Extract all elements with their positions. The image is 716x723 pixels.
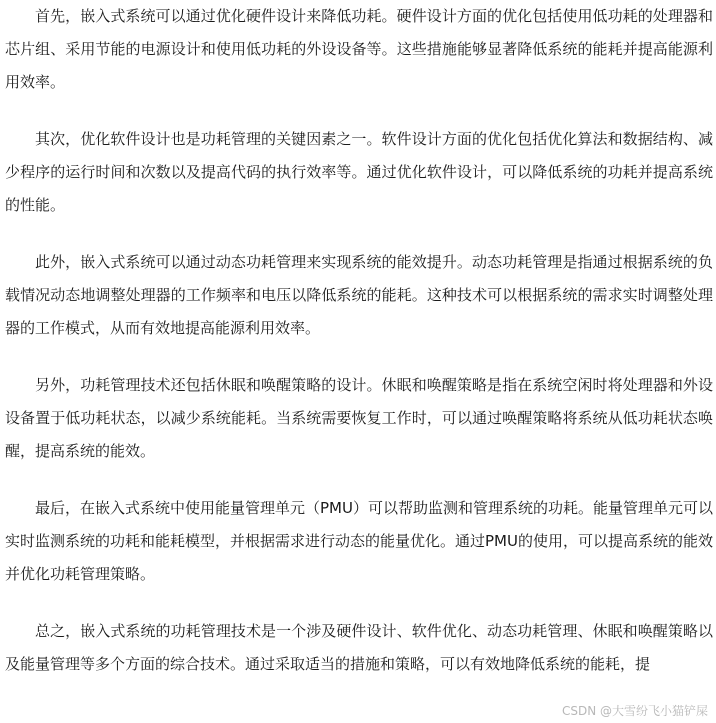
paragraph-software: 其次，优化软件设计也是功耗管理的关键因素之一。软件设计方面的优化包括优化算法和数据结构、减少程序的运行时间和次数以及提高代码的执行效率等。通过优化软件设计，可以降低系统的功耗并提高系统的性能。 xyxy=(5,130,713,214)
paragraph-dynamic-power: 此外，嵌入式系统可以通过动态功耗管理来实现系统的能效提升。动态功耗管理是指通过根据系统的负载情况动态地调整处理器的工作频率和电压以降低系统的能耗。这种技术可以根据系统的需求实时调整处理器的工作模式，从而有效地提高能源利用效率。 xyxy=(5,253,713,337)
paragraph-pmu: 最后，在嵌入式系统中使用能量管理单元（PMU）可以帮助监测和管理系统的功耗。能量管理单元可以实时监测系统的功耗和能耗模型，并根据需求进行动态的能量优化。通过PMU的使用，可以提高系统的能效并优化功耗管理策略。 xyxy=(5,499,713,583)
paragraph-sleep-wake: 另外，功耗管理技术还包括休眠和唤醒策略的设计。休眠和唤醒策略是指在系统空闲时将处理器和外设设备置于低功耗状态，以减少系统能耗。当系统需要恢复工作时，可以通过唤醒策略将系统从低功耗状态唤醒，提高系统的能效。 xyxy=(5,376,713,460)
paragraph-summary: 总之，嵌入式系统的功耗管理技术是一个涉及硬件设计、软件优化、动态功耗管理、休眠和唤醒策略以及能量管理等多个方面的综合技术。通过采取适当的措施和策略，可以有效地降低系统的能耗，提 xyxy=(5,622,713,673)
paragraph-hardware: 首先，嵌入式系统可以通过优化硬件设计来降低功耗。硬件设计方面的优化包括使用低功耗的处理器和芯片组、采用节能的电源设计和使用低功耗的外设设备等。这些措施能够显著降低系统的能耗并提高能源利用效率。 xyxy=(5,7,713,91)
watermark: CSDN @大雪纷飞小猫铲屎 xyxy=(561,704,708,718)
article-body xyxy=(5,0,713,705)
